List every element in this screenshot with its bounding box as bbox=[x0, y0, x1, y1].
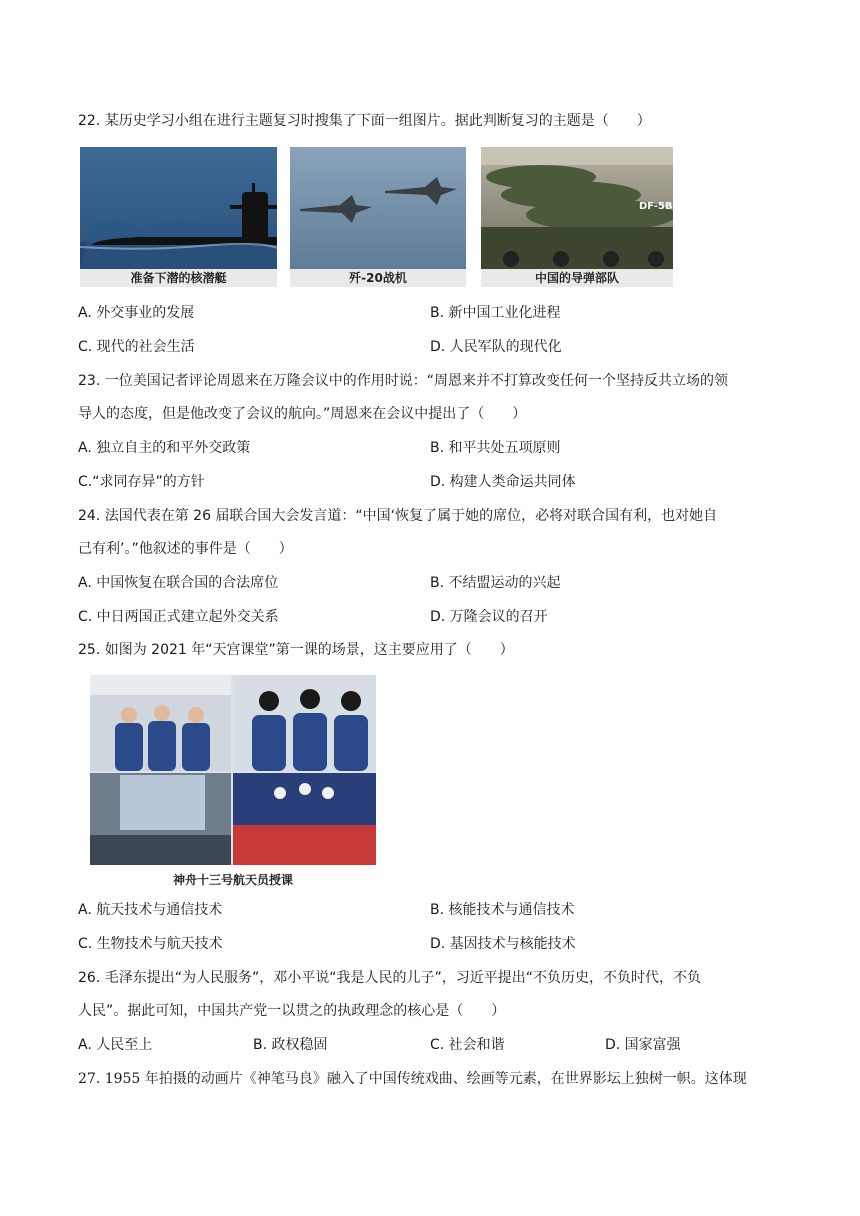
q25-option-b[interactable]: B. 核能技术与通信技术 bbox=[430, 902, 575, 918]
q26-option-d[interactable]: D. 国家富强 bbox=[605, 1037, 681, 1053]
fighter-jet-caption: 歼-20战机 bbox=[349, 271, 407, 285]
q23-option-b[interactable]: B. 和平共处五项原则 bbox=[430, 440, 561, 456]
q26-option-c[interactable]: C. 社会和谐 bbox=[430, 1037, 505, 1053]
q24-stem-line1: 24. 法国代表在第 26 届联合国大会发言道：“中国‘恢复了属于她的席位，必将对联合国有利，也对她自 bbox=[78, 508, 718, 524]
submarine-caption: 准备下潜的核潜艇 bbox=[130, 271, 227, 285]
submarine-icon bbox=[80, 147, 277, 269]
q23-stem-line2: 导人的态度，但是他改变了会议的航向。”周恩来在会议中提出了（ ） bbox=[78, 406, 527, 422]
astronaut-icon bbox=[90, 675, 376, 865]
q24-option-a[interactable]: A. 中国恢复在联合国的合法席位 bbox=[78, 575, 279, 591]
q23-option-a[interactable]: A. 独立自主的和平外交政策 bbox=[78, 440, 251, 456]
q25-stem: 25. 如图为 2021 年“天宫课堂”第一课的场景，这主要应用了（ ） bbox=[78, 642, 514, 658]
missile-label: DF-5B bbox=[639, 201, 673, 212]
tiangong-classroom-image bbox=[90, 675, 376, 865]
q23-option-d[interactable]: D. 构建人类命运共同体 bbox=[430, 474, 576, 490]
q25-option-d[interactable]: D. 基因技术与核能技术 bbox=[430, 936, 576, 952]
q22-stem: 22. 某历史学习小组在进行主题复习时搜集了下面一组图片。据此判断复习的主题是（ ） bbox=[78, 113, 651, 129]
submarine-image bbox=[80, 147, 277, 269]
missile-caption: 中国的导弹部队 bbox=[534, 271, 619, 285]
q26-option-a[interactable]: A. 人民至上 bbox=[78, 1037, 153, 1053]
q26-stem-line1: 26. 毛泽东提出“为人民服务”，邓小平说“我是人民的儿子”，习近平提出“不负历史，不负时代，不负 bbox=[78, 970, 701, 986]
q22-option-a[interactable]: A. 外交事业的发展 bbox=[78, 305, 195, 321]
q25-option-a[interactable]: A. 航天技术与通信技术 bbox=[78, 902, 223, 918]
q23-option-c[interactable]: C.“求同存异”的方针 bbox=[78, 474, 205, 490]
q25-option-c[interactable]: C. 生物技术与航天技术 bbox=[78, 936, 223, 952]
q26-stem-line2: 人民”。据此可知，中国共产党一以贯之的执政理念的核心是（ ） bbox=[78, 1003, 506, 1019]
fighter-jet-icon bbox=[290, 147, 466, 269]
tiangong-caption: 神舟十三号航天员授课 bbox=[172, 873, 293, 887]
q23-stem-line1: 23. 一位美国记者评论周恩来在万隆会议中的作用时说：“周恩来并不打算改变任何一个坚持反共立场的领 bbox=[78, 373, 728, 389]
missile-icon bbox=[481, 147, 673, 269]
q24-option-d[interactable]: D. 万隆会议的召开 bbox=[430, 609, 548, 625]
q24-option-c[interactable]: C. 中日两国正式建立起外交关系 bbox=[78, 609, 279, 625]
q24-option-b[interactable]: B. 不结盟运动的兴起 bbox=[430, 575, 561, 591]
q24-stem-line2: 己有利’。”他叙述的事件是（ ） bbox=[78, 541, 293, 557]
q27-stem-line1: 27. 1955 年拍摄的动画片《神笔马良》融入了中国传统戏曲、绘画等元素，在世界影坛上独树一帜。这体现 bbox=[78, 1071, 747, 1087]
q22-option-b[interactable]: B. 新中国工业化进程 bbox=[430, 305, 561, 321]
q22-option-d[interactable]: D. 人民军队的现代化 bbox=[430, 339, 562, 355]
q26-option-b[interactable]: B. 政权稳固 bbox=[253, 1037, 328, 1053]
missile-image bbox=[481, 147, 673, 269]
q22-option-c[interactable]: C. 现代的社会生活 bbox=[78, 339, 195, 355]
fighter-jet-image bbox=[290, 147, 466, 269]
